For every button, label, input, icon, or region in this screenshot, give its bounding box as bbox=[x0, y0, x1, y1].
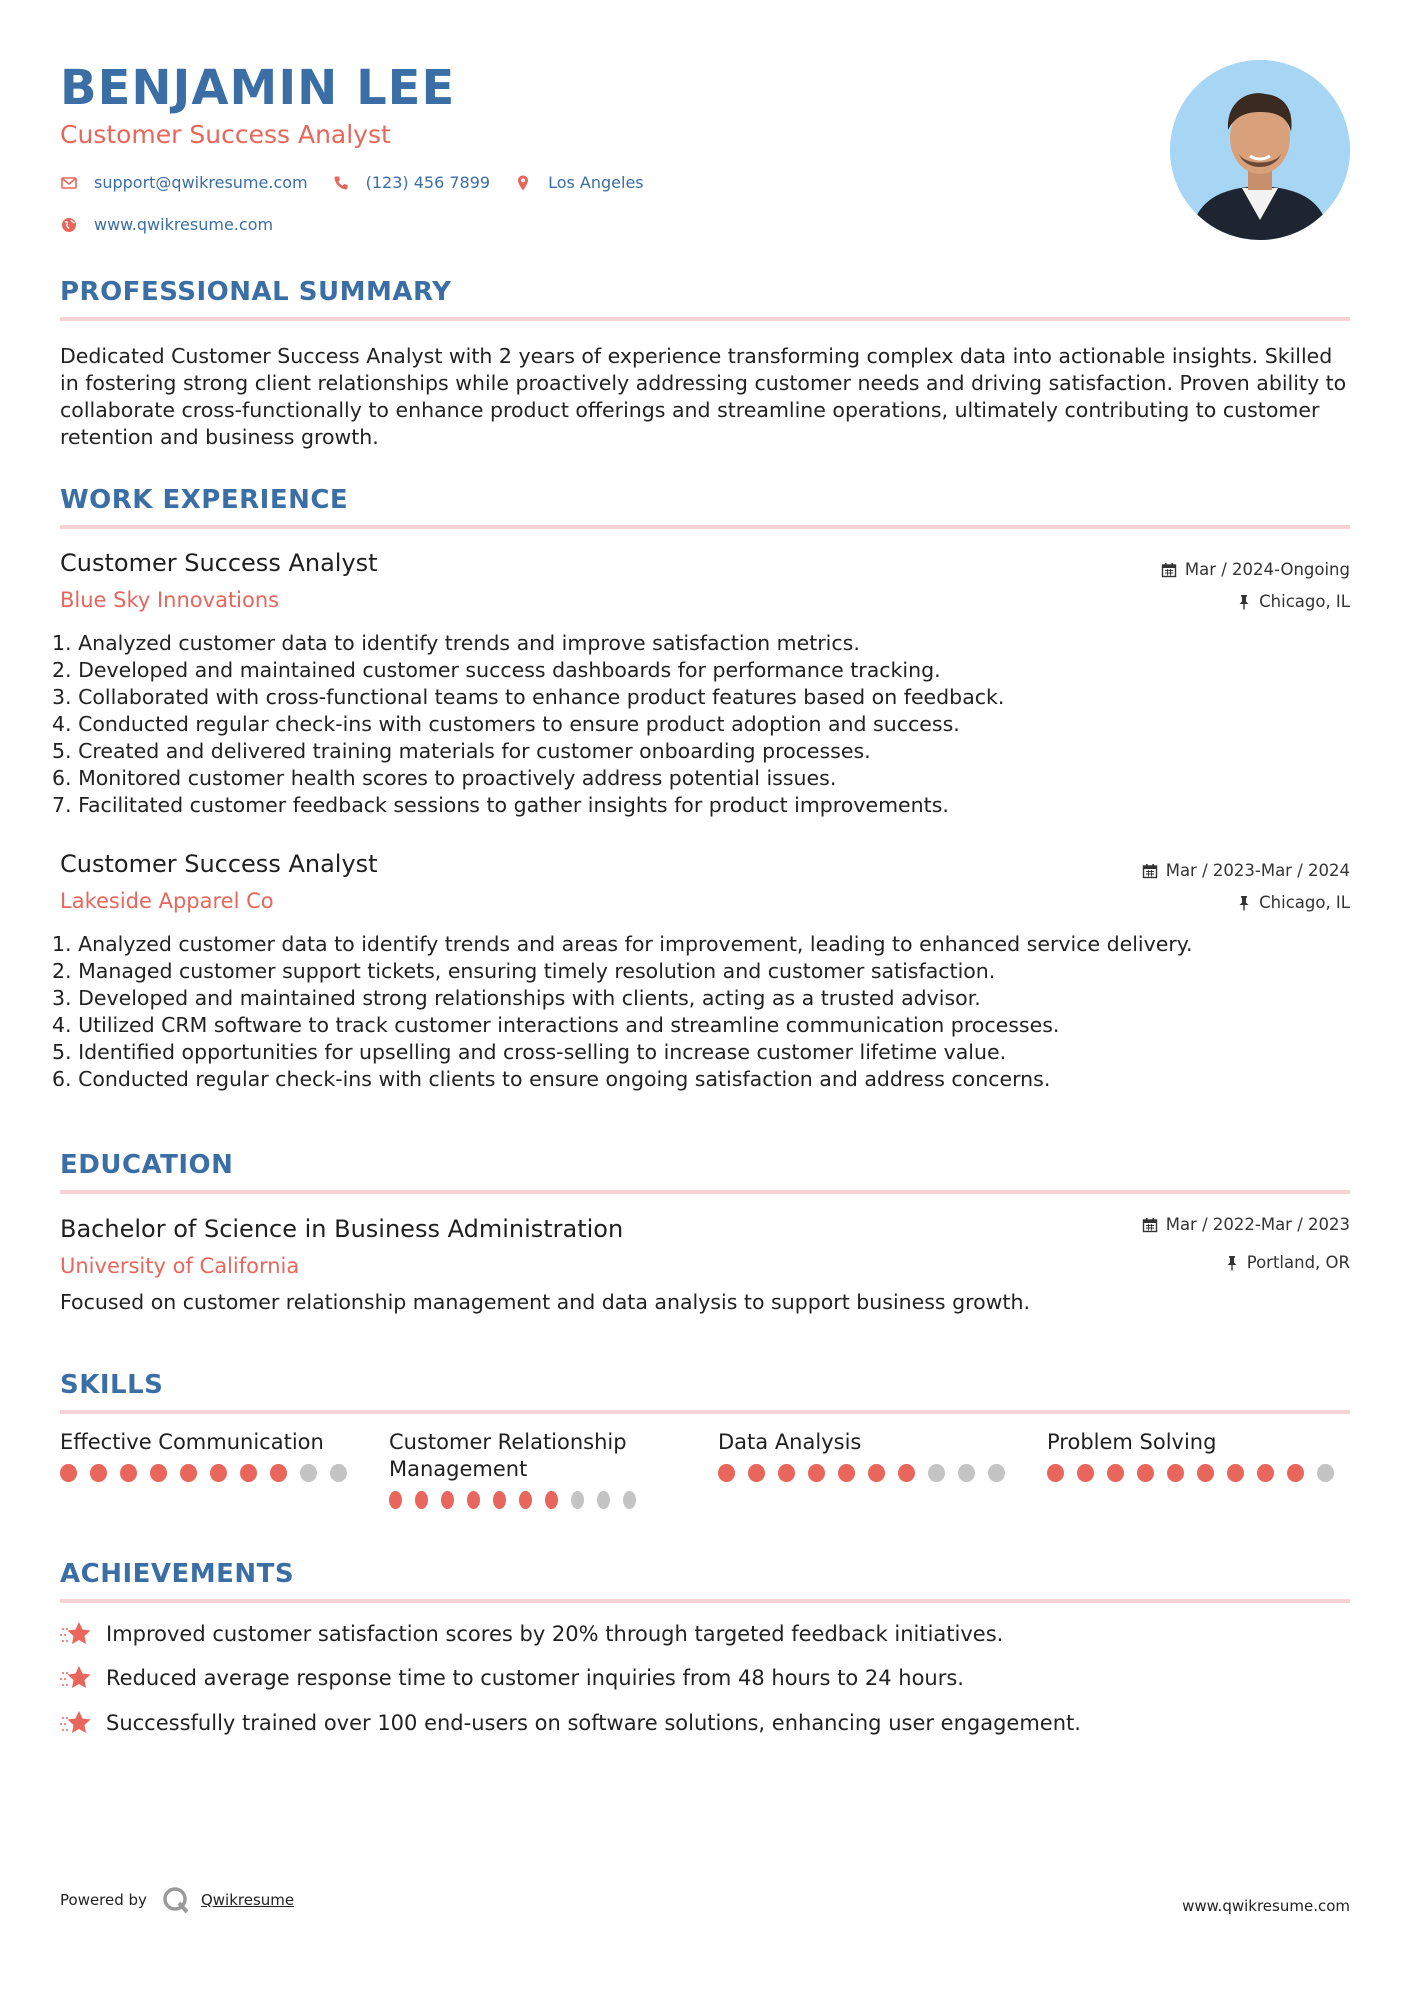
list-item: 1. Analyzed customer data to identify trends and areas for improvement, leading to enhanced service delivery. bbox=[52, 932, 1193, 956]
contact-row-1 bbox=[60, 173, 668, 192]
rating-dot-empty bbox=[623, 1491, 636, 1509]
skill-name: Customer Relationship Management bbox=[389, 1430, 627, 1481]
rating-dot-filled bbox=[519, 1491, 532, 1509]
rating-dot-filled bbox=[60, 1464, 77, 1482]
job-title: Customer Success Analyst bbox=[60, 549, 378, 577]
contact-row-2 bbox=[60, 215, 297, 234]
list-item: 6. Conducted regular check-ins with clients to ensure ongoing satisfaction and address concerns. bbox=[52, 1067, 1051, 1091]
education-dates-text: Mar / 2022-Mar / 2023 bbox=[1165, 1215, 1350, 1234]
envelope-icon bbox=[60, 174, 78, 192]
rating-dot-filled bbox=[1287, 1464, 1304, 1482]
pushpin-icon bbox=[1225, 1255, 1239, 1271]
list-item: 3. Developed and maintained strong relationships with clients, acting as a trusted advisor. bbox=[52, 986, 981, 1010]
list-item: 2. Managed customer support tickets, ensuring timely resolution and customer satisfaction. bbox=[52, 959, 996, 983]
achievement-text: Improved customer satisfaction scores by 20% through targeted feedback initiatives. bbox=[106, 1622, 1004, 1646]
education-dates bbox=[1142, 1215, 1350, 1234]
rating-dot-filled bbox=[389, 1491, 402, 1509]
rating-dot-empty bbox=[988, 1464, 1005, 1482]
section-title-education: EDUCATION bbox=[60, 1150, 1350, 1194]
education-location-text: Portland, OR bbox=[1246, 1253, 1350, 1272]
rating-dot-filled bbox=[441, 1491, 454, 1509]
rating-dot-empty bbox=[928, 1464, 945, 1482]
email-link[interactable]: support@qwikresume.com bbox=[94, 173, 308, 192]
calendar-icon bbox=[1142, 863, 1158, 879]
rating-dot-empty bbox=[958, 1464, 975, 1482]
skill-item bbox=[60, 1429, 360, 1482]
job-title: Customer Success Analyst bbox=[60, 850, 378, 878]
pushpin-icon bbox=[1237, 895, 1251, 911]
section-title-experience: WORK EXPERIENCE bbox=[60, 485, 1350, 529]
skill-item bbox=[389, 1429, 649, 1509]
job-company: Blue Sky Innovations bbox=[60, 588, 280, 612]
skill-rating bbox=[389, 1491, 649, 1509]
footer-site-link[interactable]: www.qwikresume.com bbox=[1182, 1897, 1350, 1915]
rating-dot-filled bbox=[1257, 1464, 1274, 1482]
job-location-text: Chicago, IL bbox=[1259, 592, 1350, 611]
achievement-item bbox=[60, 1664, 1350, 1692]
phone-number[interactable]: (123) 456 7899 bbox=[365, 173, 491, 192]
rating-dot-filled bbox=[1047, 1464, 1064, 1482]
pushpin-icon bbox=[1237, 594, 1251, 610]
rating-dot-empty bbox=[330, 1464, 347, 1482]
powered-by-label: Powered by bbox=[60, 1891, 147, 1909]
rating-dot-filled bbox=[240, 1464, 257, 1482]
calendar-icon bbox=[1142, 1217, 1158, 1233]
rating-dot-filled bbox=[868, 1464, 885, 1482]
list-item: 3. Collaborated with cross-functional teams to enhance product features based on feedback. bbox=[52, 685, 1005, 709]
rating-dot-filled bbox=[1167, 1464, 1184, 1482]
rating-dot-filled bbox=[415, 1491, 428, 1509]
job-bullets bbox=[52, 630, 1350, 819]
rating-dot-filled bbox=[748, 1464, 765, 1482]
skill-rating bbox=[60, 1464, 360, 1482]
calendar-icon bbox=[1161, 562, 1177, 578]
qwikresume-logo-icon bbox=[161, 1885, 191, 1915]
rating-dot-empty bbox=[571, 1491, 584, 1509]
list-item: 7. Facilitated customer feedback sessions to gather insights for product improvements. bbox=[52, 793, 949, 817]
website-link[interactable]: www.qwikresume.com bbox=[94, 215, 274, 234]
achievement-item bbox=[60, 1709, 1350, 1737]
job-bullets bbox=[52, 931, 1350, 1093]
rating-dot-filled bbox=[778, 1464, 795, 1482]
list-item: 4. Utilized CRM software to track customer interactions and streamline communication processes. bbox=[52, 1013, 1060, 1037]
list-item: 1. Analyzed customer data to identify trends and improve satisfaction metrics. bbox=[52, 631, 860, 655]
job-dates-text: Mar / 2023-Mar / 2024 bbox=[1165, 861, 1350, 880]
section-title-skills: SKILLS bbox=[60, 1370, 1350, 1414]
skill-item bbox=[718, 1429, 1018, 1482]
star-icon bbox=[60, 1620, 92, 1648]
list-item: 6. Monitored customer health scores to proactively address potential issues. bbox=[52, 766, 837, 790]
job-company: Lakeside Apparel Co bbox=[60, 889, 274, 913]
globe-icon bbox=[60, 216, 78, 234]
rating-dot-empty bbox=[1317, 1464, 1334, 1482]
header bbox=[60, 0, 1350, 260]
rating-dot-filled bbox=[210, 1464, 227, 1482]
summary-text: Dedicated Customer Success Analyst with 2 years of experience transforming complex data into actionable insights. Skilled in fostering strong client relationships while proactively addressing customer needs and driving satisfaction. Proven ability to collaborate cross-functionally to enhance product offerings and streamline operations, ultimately contributing to customer retention and business growth. bbox=[60, 344, 1347, 449]
rating-dot-filled bbox=[270, 1464, 287, 1482]
section-title-achievements: ACHIEVEMENTS bbox=[60, 1559, 1350, 1603]
location-text: Los Angeles bbox=[548, 173, 644, 192]
star-icon bbox=[60, 1709, 92, 1737]
rating-dot-empty bbox=[597, 1491, 610, 1509]
rating-dot-filled bbox=[1077, 1464, 1094, 1482]
rating-dot-empty bbox=[300, 1464, 317, 1482]
rating-dot-filled bbox=[1227, 1464, 1244, 1482]
rating-dot-filled bbox=[545, 1491, 558, 1509]
rating-dot-filled bbox=[838, 1464, 855, 1482]
rating-dot-filled bbox=[150, 1464, 167, 1482]
rating-dot-filled bbox=[1197, 1464, 1214, 1482]
skill-item bbox=[1047, 1429, 1347, 1482]
list-item: 5. Created and delivered training materials for customer onboarding processes. bbox=[52, 739, 871, 763]
job-location-text: Chicago, IL bbox=[1259, 893, 1350, 912]
phone-icon bbox=[332, 174, 350, 192]
skill-rating bbox=[718, 1464, 1018, 1482]
education-location bbox=[1225, 1253, 1350, 1272]
rating-dot-filled bbox=[467, 1491, 480, 1509]
skill-name: Data Analysis bbox=[718, 1430, 862, 1454]
rating-dot-filled bbox=[808, 1464, 825, 1482]
star-icon bbox=[60, 1664, 92, 1692]
rating-dot-filled bbox=[90, 1464, 107, 1482]
job-location bbox=[1237, 893, 1350, 912]
list-item: 4. Conducted regular check-ins with customers to ensure product adoption and success. bbox=[52, 712, 960, 736]
degree-title: Bachelor of Science in Business Administration bbox=[60, 1215, 624, 1243]
skill-name: Effective Communication bbox=[60, 1430, 324, 1454]
job-dates bbox=[1161, 560, 1350, 579]
achievement-text: Reduced average response time to customer inquiries from 48 hours to 24 hours. bbox=[106, 1666, 964, 1690]
rating-dot-filled bbox=[898, 1464, 915, 1482]
job-dates-text: Mar / 2024-Ongoing bbox=[1184, 560, 1350, 579]
section-title-summary: PROFESSIONAL SUMMARY bbox=[60, 277, 1350, 321]
list-item: 5. Identified opportunities for upselling and cross-selling to increase customer lifetime value. bbox=[52, 1040, 1007, 1064]
education-description: Focused on customer relationship management and data analysis to support business growth. bbox=[60, 1290, 1030, 1314]
rating-dot-filled bbox=[1137, 1464, 1154, 1482]
rating-dot-filled bbox=[120, 1464, 137, 1482]
rating-dot-filled bbox=[1107, 1464, 1124, 1482]
rating-dot-filled bbox=[493, 1491, 506, 1509]
footer-powered-by bbox=[60, 1885, 294, 1915]
job-dates bbox=[1142, 861, 1350, 880]
school-name: University of California bbox=[60, 1254, 300, 1278]
qwikresume-link[interactable]: Qwikresume bbox=[200, 1891, 295, 1909]
skill-rating bbox=[1047, 1464, 1347, 1482]
rating-dot-filled bbox=[180, 1464, 197, 1482]
rating-dot-filled bbox=[718, 1464, 735, 1482]
list-item: 2. Developed and maintained customer success dashboards for performance tracking. bbox=[52, 658, 941, 682]
job-location bbox=[1237, 592, 1350, 611]
map-pin-icon bbox=[514, 174, 532, 192]
profile-photo bbox=[1170, 60, 1350, 240]
candidate-role: Customer Success Analyst bbox=[60, 120, 391, 149]
achievement-item bbox=[60, 1620, 1350, 1648]
candidate-name: BENJAMIN LEE bbox=[60, 60, 456, 116]
achievement-text: Successfully trained over 100 end-users on software solutions, enhancing user engagement. bbox=[106, 1711, 1081, 1735]
skill-name: Problem Solving bbox=[1047, 1430, 1217, 1454]
